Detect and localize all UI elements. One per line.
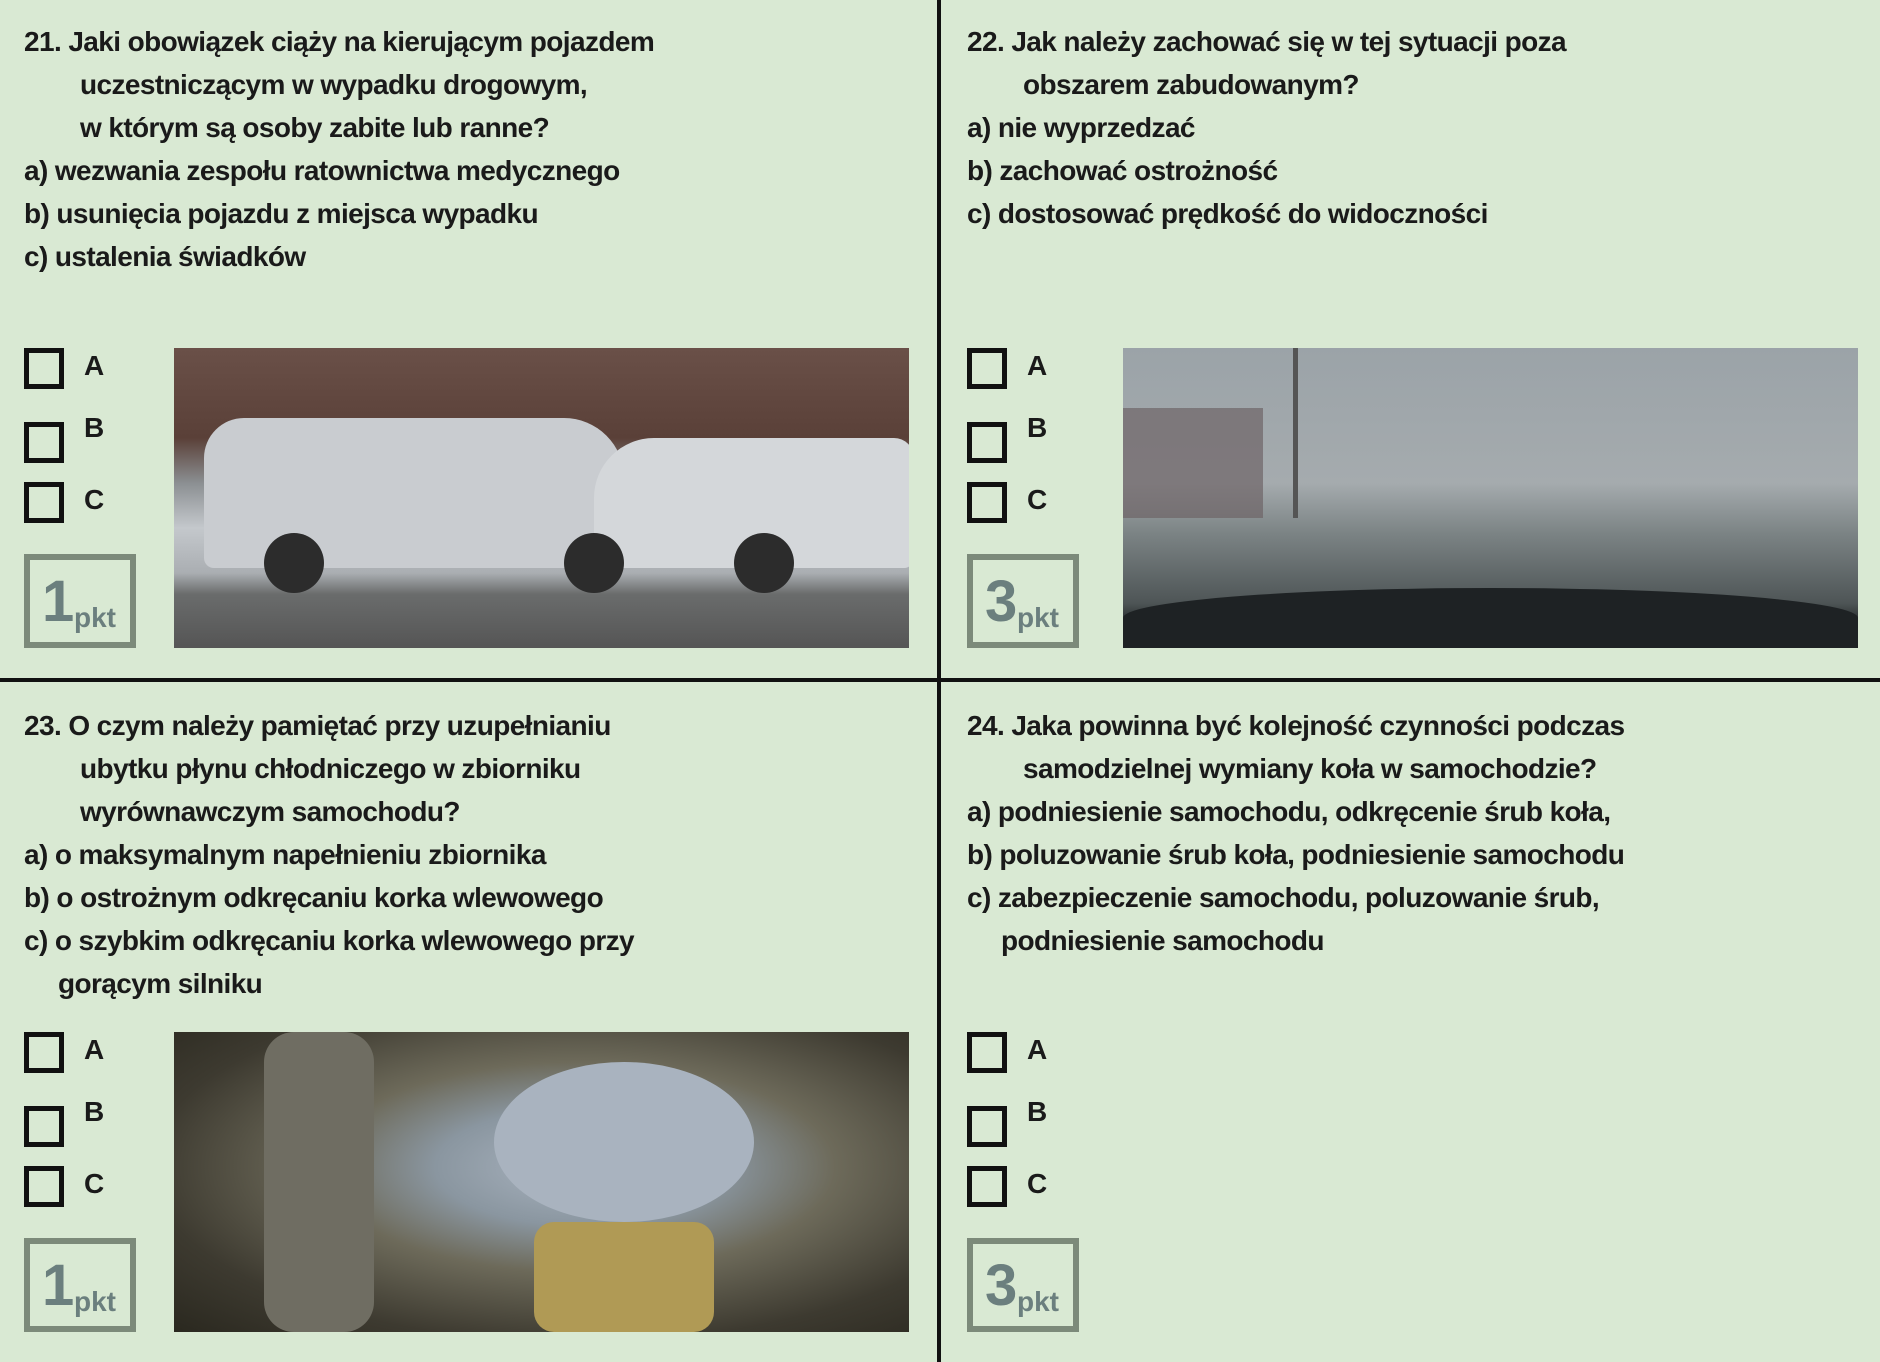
answer-c: c) ustalenia świadków xyxy=(24,241,306,272)
checkbox-b[interactable] xyxy=(24,422,64,463)
question-text xyxy=(967,704,1867,962)
choice-label: C xyxy=(84,484,105,515)
answer-a: a) o maksymalnym napełnieniu zbiornika xyxy=(24,839,546,870)
choice-label: A xyxy=(84,350,105,381)
question-text xyxy=(24,20,924,278)
checkbox-c[interactable] xyxy=(24,482,64,523)
choice-label: C xyxy=(1027,484,1048,515)
points-badge xyxy=(967,1238,1079,1332)
answer-a: a) wezwania zespołu ratownictwa medycznego xyxy=(24,155,620,186)
choice-label: B xyxy=(1027,412,1048,443)
question-number: 21. xyxy=(24,26,62,57)
horizontal-divider xyxy=(0,678,1880,682)
answer-c: c) o szybkim odkręcaniu korka wlewowego przy xyxy=(24,925,635,956)
answer-c: c) zabezpieczenie samochodu, poluzowanie śrub, xyxy=(967,882,1600,913)
points-value: 3 xyxy=(985,1253,1016,1318)
points-value: 1 xyxy=(42,569,73,634)
choice-label: B xyxy=(1027,1096,1048,1127)
points-badge xyxy=(24,1238,136,1332)
question-line: Jaki obowiązek ciąży na kierującym pojazdem xyxy=(68,26,655,57)
question-line: O czym należy pamiętać przy uzupełnianiu xyxy=(68,710,611,741)
foggy-road-image xyxy=(1123,348,1858,648)
answer-c-continued: podniesienie samochodu xyxy=(1001,925,1324,956)
answer-a: a) podniesienie samochodu, odkręcenie śrub koła, xyxy=(967,796,1611,827)
choice-label: A xyxy=(1027,1034,1048,1065)
question-text xyxy=(967,20,1867,235)
points-badge xyxy=(967,554,1079,648)
answer-b: b) o ostrożnym odkręcaniu korka wlewowego xyxy=(24,882,604,913)
points-value: 3 xyxy=(985,569,1016,634)
question-line: uczestniczącym w wypadku drogowym, xyxy=(80,69,588,100)
question-line: Jak należy zachować się w tej sytuacji poza xyxy=(1011,26,1566,57)
question-21 xyxy=(0,0,937,678)
question-line: obszarem zabudowanym? xyxy=(1023,69,1359,100)
choice-label: B xyxy=(84,1096,105,1127)
question-line: Jaka powinna być kolejność czynności podczas xyxy=(1011,710,1625,741)
question-number: 23. xyxy=(24,710,62,741)
points-unit: pkt xyxy=(1017,1286,1059,1317)
checkbox-b[interactable] xyxy=(24,1106,64,1147)
question-24 xyxy=(943,684,1880,1362)
points-unit: pkt xyxy=(74,602,116,633)
question-line: w którym są osoby zabite lub ranne? xyxy=(80,112,550,143)
checkbox-c[interactable] xyxy=(967,1166,1007,1207)
checkbox-c[interactable] xyxy=(967,482,1007,523)
checkbox-a[interactable] xyxy=(967,348,1007,389)
answer-b: b) usunięcia pojazdu z miejsca wypadku xyxy=(24,198,538,229)
question-text xyxy=(24,704,924,1005)
checkbox-b[interactable] xyxy=(967,1106,1007,1147)
car-collision-image xyxy=(174,348,909,648)
question-line: wyrównawczym samochodu? xyxy=(80,796,460,827)
choice-label: A xyxy=(1027,350,1048,381)
points-unit: pkt xyxy=(1017,602,1059,633)
checkbox-a[interactable] xyxy=(24,1032,64,1073)
question-22 xyxy=(943,0,1880,678)
question-number: 24. xyxy=(967,710,1005,741)
answer-b: b) zachować ostrożność xyxy=(967,155,1278,186)
question-line: ubytku płynu chłodniczego w zbiorniku xyxy=(80,753,581,784)
points-badge xyxy=(24,554,136,648)
answer-a: a) nie wyprzedzać xyxy=(967,112,1195,143)
checkbox-b[interactable] xyxy=(967,422,1007,463)
checkbox-a[interactable] xyxy=(24,348,64,389)
answer-b: b) poluzowanie śrub koła, podniesienie samochodu xyxy=(967,839,1625,870)
checkbox-c[interactable] xyxy=(24,1166,64,1207)
coolant-reservoir-image xyxy=(174,1032,909,1332)
choice-label: B xyxy=(84,412,105,443)
choice-label: C xyxy=(84,1168,105,1199)
choice-label: A xyxy=(84,1034,105,1065)
checkbox-a[interactable] xyxy=(967,1032,1007,1073)
question-23 xyxy=(0,684,937,1362)
answer-c: c) dostosować prędkość do widoczności xyxy=(967,198,1488,229)
choice-label: C xyxy=(1027,1168,1048,1199)
answer-c-continued: gorącym silniku xyxy=(58,968,263,999)
points-unit: pkt xyxy=(74,1286,116,1317)
points-value: 1 xyxy=(42,1253,73,1318)
question-number: 22. xyxy=(967,26,1005,57)
question-line: samodzielnej wymiany koła w samochodzie? xyxy=(1023,753,1597,784)
